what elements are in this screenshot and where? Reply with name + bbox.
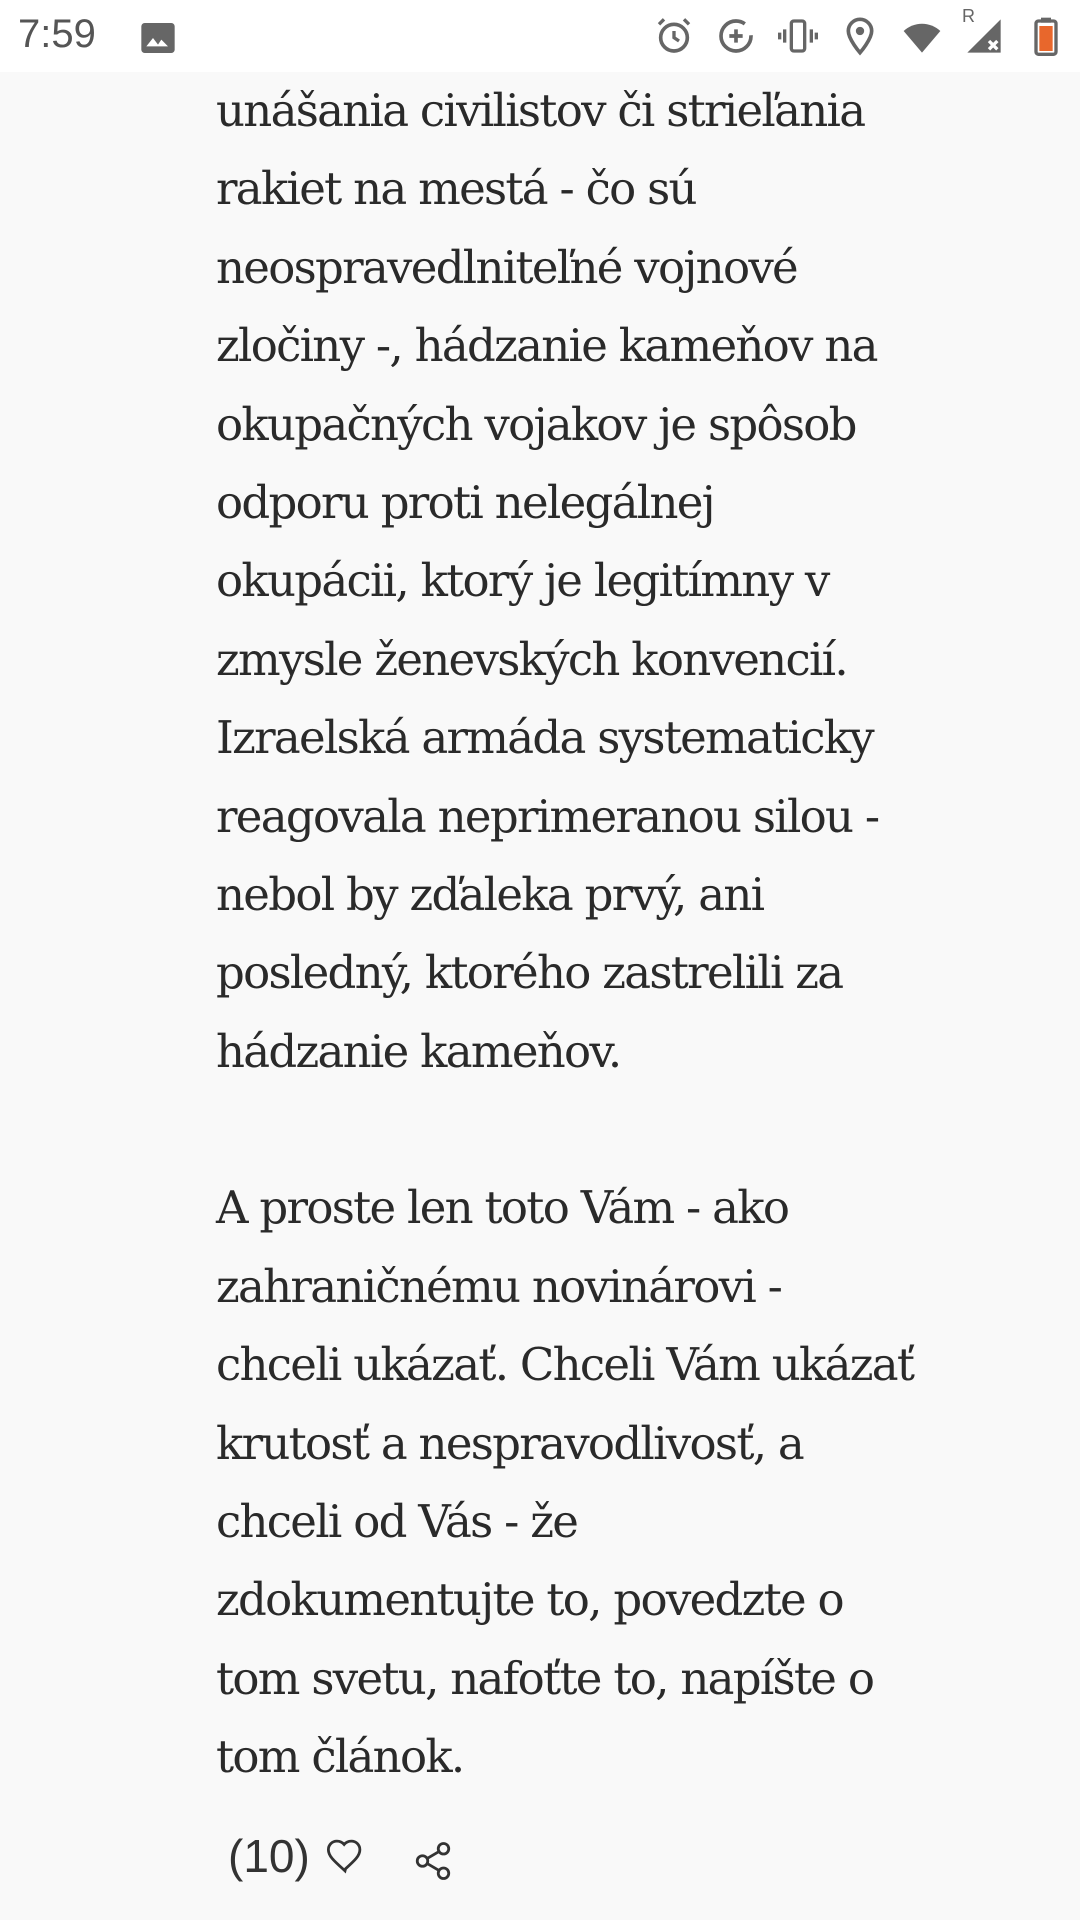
battery-icon bbox=[1026, 16, 1066, 56]
like-count: (10) bbox=[228, 1830, 310, 1882]
image-icon bbox=[138, 18, 178, 58]
roaming-label: R bbox=[962, 6, 975, 26]
location-icon bbox=[840, 16, 880, 56]
share-icon[interactable] bbox=[412, 1840, 454, 1882]
wifi-icon bbox=[902, 16, 942, 56]
status-bar bbox=[0, 0, 1080, 72]
article-paragraph: A proste len toto Vám - ako zahraničnému novinárovi - chceli ukázať. Chceli Vám ukázať krutosť a nespravodlivosť, a chceli od Vás - že zdokumentujte to, povedzte o tom svetu, nafoťte to, napíšte o tom článok. bbox=[216, 1181, 914, 1784]
article-body bbox=[216, 72, 936, 1797]
vibrate-icon bbox=[778, 16, 818, 56]
comment-actions bbox=[228, 1824, 454, 1888]
signal-icon bbox=[962, 6, 1004, 56]
status-time: 7:59 bbox=[18, 12, 96, 56]
alarm-icon bbox=[654, 16, 694, 56]
article-paragraph: unášania civilistov či strieľania rakiet na mestá - čo sú neospravedlniteľné vojnové zločiny -, hádzanie kameňov na okupačných vojakov je spôsob odporu proti nelegálnej okupácii, ktorý je legitímny v zmysle ženevských konvencií. Izraelská armáda systematicky reagovala neprimeranou silou - nebol by zďaleka prvý, ani posledný, ktorého zastrelili za hádzanie kameňov. bbox=[216, 84, 879, 1078]
heart-icon[interactable] bbox=[324, 1835, 366, 1877]
data-saver-icon bbox=[716, 16, 756, 56]
